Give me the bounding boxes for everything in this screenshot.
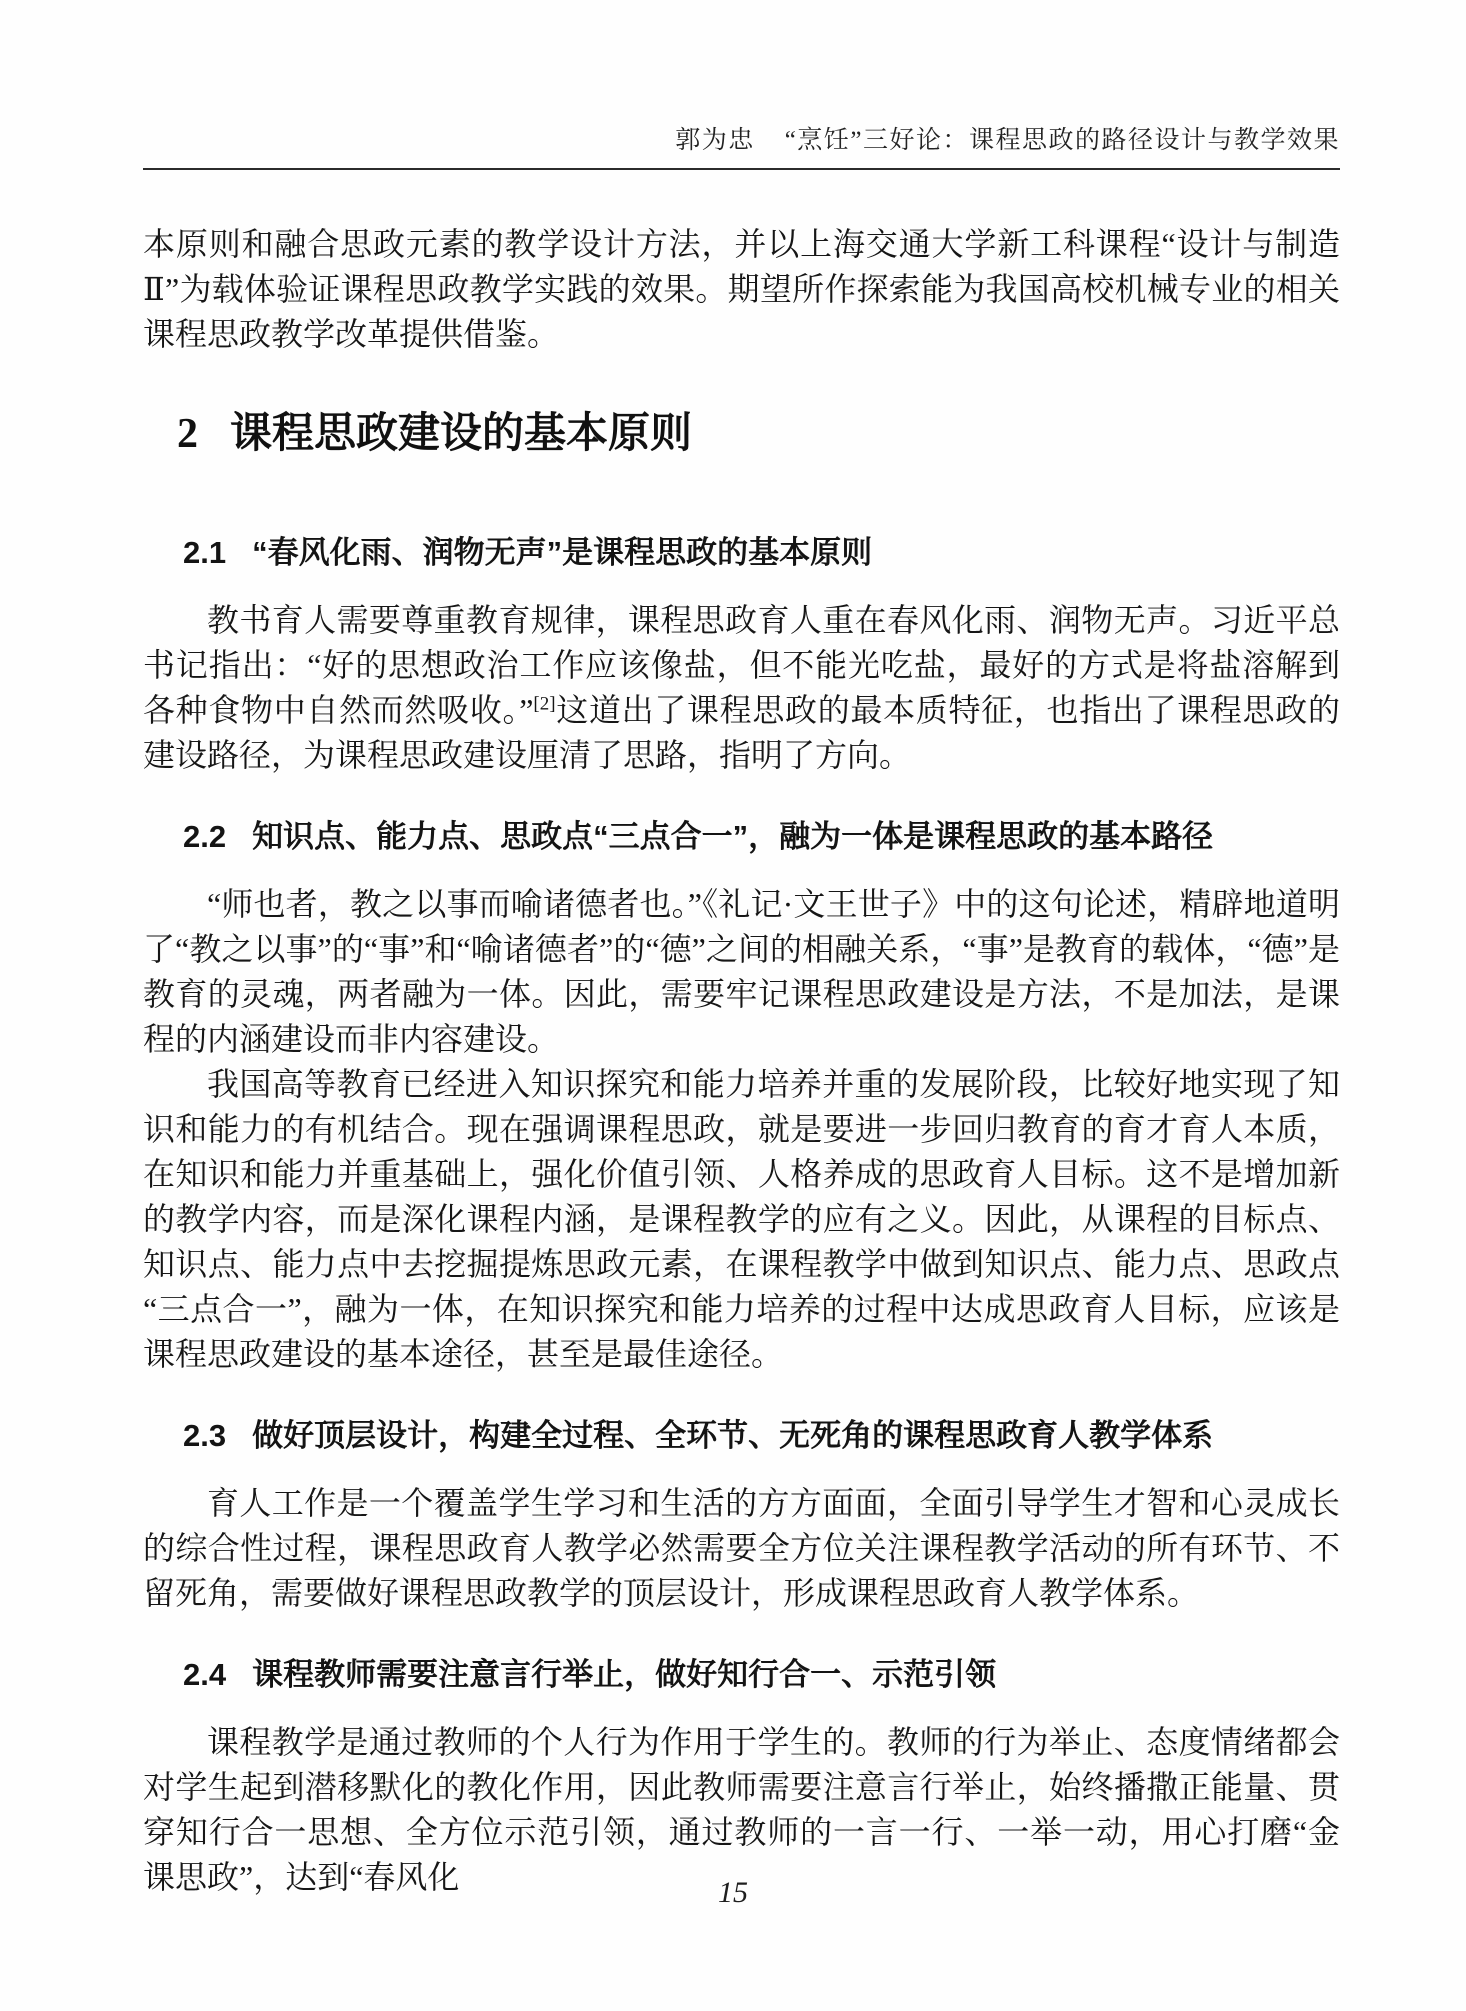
subsection-heading-2-3 bbox=[183, 1415, 1340, 1457]
section-heading bbox=[177, 407, 1340, 462]
running-head-title: “烹饪”三好论：课程思政的路径设计与教学效果 bbox=[784, 127, 1340, 154]
paragraph-2-4: 课程教学是通过教师的个人行为作用于学生的。教师的行为举止、态度情绪都会对学生起到潜移默化的教化作用，因此教师需要注意言行举止，始终播撒正能量、贯穿知行合一思想、全方位示范引领，通过教师的一言一行、一举一动，用心打磨“金课思政”，达到“春风化 bbox=[143, 1724, 1340, 1895]
header-rule bbox=[143, 168, 1340, 170]
paragraph-2-3: 育人工作是一个覆盖学生学习和生活的方方面面，全面引导学生才智和心灵成长的综合性过程，课程思政育人教学必然需要全方位关注课程教学活动的所有环节、不留死角，需要做好课程思政教学的顶层设计，形成课程思政育人教学体系。 bbox=[143, 1485, 1340, 1611]
running-head bbox=[143, 0, 1340, 156]
subsection-title-2-1: “春风化雨、润物无声”是课程思政的基本原则 bbox=[252, 535, 873, 570]
paragraph-2-2-a: “师也者，教之以事而喻诸德者也。”《礼记·文王世子》中的这句论述，精辟地道明了“教之以事”的“事”和“喻诸德者”的“德”之间的相融关系，“事”是教育的载体，“德”是教育的灵魂，两者融为一体。因此，需要牢记课程思政建设是方法，不是加法，是课程的内涵建设而非内容建设。 bbox=[143, 886, 1340, 1057]
subsection-heading-2-4 bbox=[183, 1654, 1340, 1696]
page-number: 15 bbox=[718, 1876, 748, 1909]
paragraph-2-1-text-cont: 这道出了课程思政的最本质特征，也指出了课程思政的建设路径，为课程思政建设厘清了思路，指明了方向。 bbox=[143, 692, 1340, 773]
page-content bbox=[143, 0, 1340, 1900]
subsection-number-2-1: 2.1 bbox=[183, 535, 227, 570]
subsection-heading-2-1 bbox=[183, 532, 1340, 574]
subsection-number-2-2: 2.2 bbox=[183, 819, 227, 854]
paragraph-2-1-text: 教书育人需要尊重教育规律，课程思政育人重在春风化雨、润物无声。习近平总书记指出：“好的思想政治工作应该像盐，但不能光吃盐，最好的方式是将盐溶解到各种食物中自然而然吸收。” bbox=[143, 602, 1340, 728]
citation-ref-2: [2] bbox=[533, 693, 556, 715]
subsection-number-2-3: 2.3 bbox=[183, 1418, 227, 1453]
subsection-heading-2-2 bbox=[183, 816, 1340, 858]
subsection-number-2-4: 2.4 bbox=[183, 1657, 227, 1692]
paragraph-2-2-b: 我国高等教育已经进入知识探究和能力培养并重的发展阶段，比较好地实现了知识和能力的有机结合。现在强调课程思政，就是要进一步回归教育的育才育人本质，在知识和能力并重基础上，强化价值引领、人格养成的思政育人目标。这不是增加新的教学内容，而是深化课程内涵，是课程教学的应有之义。因此，从课程的目标点、知识点、能力点中去挖掘提炼思政元素，在课程教学中做到知识点、能力点、思政点“三点合一”，融为一体，在知识探究和能力培养的过程中达成思政育人目标，应该是课程思政建设的基本途径，甚至是最佳途径。 bbox=[143, 1066, 1340, 1372]
subsection-title-2-3: 做好顶层设计，构建全过程、全环节、无死角的课程思政育人教学体系 bbox=[252, 1418, 1214, 1453]
intro-paragraph: 本原则和融合思政元素的教学设计方法，并以上海交通大学新工科课程“设计与制造Ⅱ”为载体验证课程思政教学实践的效果。期望所作探索能为我国高校机械专业的相关课程思政教学改革提供借鉴。 bbox=[143, 226, 1340, 352]
section-number: 2 bbox=[177, 411, 198, 457]
paragraph-2-1 bbox=[143, 598, 1340, 778]
subsection-title-2-2: 知识点、能力点、思政点“三点合一”，融为一体是课程思政的基本路径 bbox=[252, 819, 1214, 854]
running-head-author: 郭为忠 bbox=[675, 127, 755, 154]
subsection-title-2-4: 课程教师需要注意言行举止，做好知行合一、示范引领 bbox=[252, 1657, 997, 1692]
section-title: 课程思政建设的基本原则 bbox=[230, 411, 693, 457]
